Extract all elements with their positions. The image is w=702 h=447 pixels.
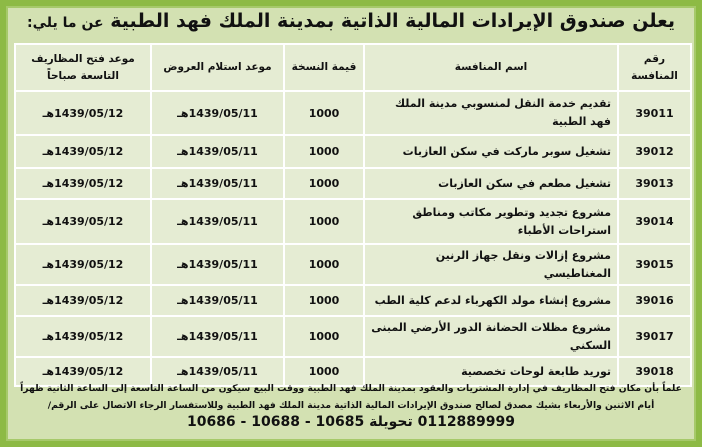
header-number: رقم المنافسة	[618, 44, 691, 91]
copy-price: 1000	[284, 135, 364, 168]
copy-price: 1000	[284, 357, 364, 386]
tender-number: 39016	[618, 285, 691, 316]
tender-name: تشغيل سوبر ماركت في سكن العازبات	[364, 135, 618, 168]
tender-number: 39015	[618, 244, 691, 285]
receive-date: 1439/05/11هـ	[151, 285, 284, 316]
open-date: 1439/05/12هـ	[15, 316, 151, 357]
table-row	[15, 135, 691, 168]
copy-price: 1000	[284, 168, 364, 199]
ad-title	[8, 10, 694, 32]
table-header-row	[15, 44, 691, 91]
tenders-table	[14, 43, 692, 387]
title-suffix: عن ما يلي:	[27, 15, 104, 31]
open-date: 1439/05/12هـ	[15, 199, 151, 244]
open-date: 1439/05/12هـ	[15, 135, 151, 168]
copy-price: 1000	[284, 199, 364, 244]
tender-name: توريد طابعة لوحات تخصصية	[364, 357, 618, 386]
ad-frame	[6, 6, 696, 441]
receive-date: 1439/05/11هـ	[151, 244, 284, 285]
tender-name: مشروع إزالات ونقل جهاز الرنين المغناطيسي	[364, 244, 618, 285]
header-receive-date: موعد استلام العروض	[151, 44, 284, 91]
receive-date: 1439/05/11هـ	[151, 135, 284, 168]
receive-date: 1439/05/11هـ	[151, 316, 284, 357]
receive-date: 1439/05/11هـ	[151, 91, 284, 135]
receive-date: 1439/05/11هـ	[151, 168, 284, 199]
tender-name: تقديم خدمة النقل لمنسوبي مدينة الملك فهد الطبية	[364, 91, 618, 135]
tender-name: مشروع إنشاء مولد الكهرباء لدعم كلية الطب	[364, 285, 618, 316]
open-date: 1439/05/12هـ	[15, 168, 151, 199]
table-row	[15, 199, 691, 244]
header-price: قيمة النسخة	[284, 44, 364, 91]
tender-number: 39013	[618, 168, 691, 199]
open-date: 1439/05/12هـ	[15, 244, 151, 285]
receive-date: 1439/05/11هـ	[151, 357, 284, 386]
table-row	[15, 244, 691, 285]
copy-price: 1000	[284, 285, 364, 316]
tender-name: مشروع تجديد وتطوير مكاتب ومناطق استراحات الأطباء	[364, 199, 618, 244]
tender-number: 39018	[618, 357, 691, 386]
table-row	[15, 91, 691, 135]
table-row	[15, 316, 691, 357]
footer-phone: 0112889999 تحويلة 10685 - 10688 - 10686	[186, 414, 516, 430]
footer-line-1: علماً بأن مكان فتح المظاريف في إدارة المشتريات والعقود بمدينة الملك فهد الطبية ووقت البيع سيكون من الساعة التاسعة إلى الساعة الثانية ظهراً	[20, 383, 682, 394]
header-name: اسم المنافسة	[364, 44, 618, 91]
copy-price: 1000	[284, 91, 364, 135]
open-date: 1439/05/12هـ	[15, 357, 151, 386]
receive-date: 1439/05/11هـ	[151, 199, 284, 244]
tender-number: 39014	[618, 199, 691, 244]
header-open-date: موعد فتح المظاريف التاسعة صباحاً	[15, 44, 151, 91]
table-row	[15, 285, 691, 316]
copy-price: 1000	[284, 316, 364, 357]
tender-number: 39012	[618, 135, 691, 168]
open-date: 1439/05/12هـ	[15, 91, 151, 135]
tender-number: 39011	[618, 91, 691, 135]
copy-price: 1000	[284, 244, 364, 285]
table-row	[15, 168, 691, 199]
open-date: 1439/05/12هـ	[15, 285, 151, 316]
title-main: يعلن صندوق الإيرادات المالية الذاتية بمدينة الملك فهد الطبية	[110, 10, 675, 32]
tender-number: 39017	[618, 316, 691, 357]
tender-name: تشغيل مطعم في سكن العازبات	[364, 168, 618, 199]
footer-note	[8, 380, 694, 431]
footer-line-2: أيام الاثنين والأربعاء بشيك مصدق لصالح صندوق الإيرادات المالية الذاتية مدينة الملك فهد الطبية وللاستفسار الرجاء الاتصال على الرقم/	[47, 400, 655, 411]
tender-name: مشروع مظلات الحضانة الدور الأرضي المبنى السكني	[364, 316, 618, 357]
